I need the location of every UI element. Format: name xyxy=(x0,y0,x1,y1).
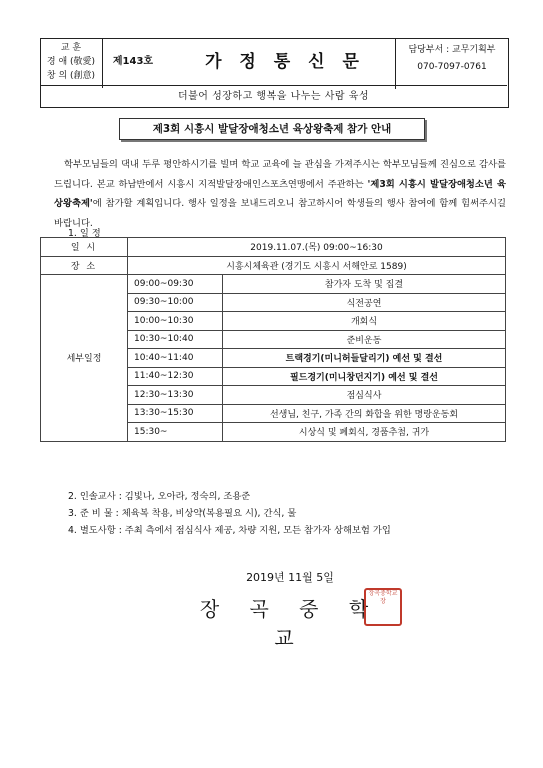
school-seal xyxy=(364,588,402,626)
school-motto xyxy=(40,38,103,88)
table-row xyxy=(41,275,506,294)
time-cell: 09:30~10:00 xyxy=(128,293,223,312)
section-heading: 1. 일 정 xyxy=(68,228,101,239)
place-value: 시흥시체육관 (경기도 시흥시 서해안로 1589) xyxy=(128,256,506,275)
phone: 070-7097-0761 xyxy=(417,62,487,72)
event-name: '제3회 시흥시 발달장애청소년 육상왕축제' xyxy=(54,178,506,209)
time-cell: 10:40~11:40 xyxy=(128,349,223,368)
time-cell: 15:30~ xyxy=(128,423,223,442)
event-cell: 점심식사 xyxy=(223,386,506,405)
event-cell: 식전공연 xyxy=(223,293,506,312)
seal-text: 장곡중학교장 xyxy=(368,590,398,605)
slogan: 더불어 성장하고 행복을 나누는 사람 육성 xyxy=(40,85,507,107)
event-cell: 참가자 도착 및 집결 xyxy=(223,275,506,294)
event-cell: 선생님, 친구, 가족 간의 화합을 위한 명랑운동회 xyxy=(223,404,506,423)
school-name: 장 곡 중 학 교 xyxy=(199,597,381,650)
motto-line: 창 의 (創意) xyxy=(46,71,96,81)
list-item: 4. 별도사항 : 주최 측에서 점심식사 제공, 차량 지원, 모든 참가자 상해보험 가입 xyxy=(68,525,391,536)
document-title: 제3회 시흥시 발달장애청소년 육상왕축제 참가 안내 xyxy=(119,118,425,140)
time-cell: 09:00~09:30 xyxy=(128,275,223,294)
event-cell: 준비운동 xyxy=(223,330,506,349)
place-label: 장 소 xyxy=(41,256,128,275)
intro-text: 에 참가할 계획입니다. 행사 일정을 보내드리오니 참고하시어 학생들의 행사 참여에 함께 힘써주시길 바랍니다. xyxy=(54,198,506,229)
time-cell: 10:00~10:30 xyxy=(128,312,223,331)
date-value: 2019.11.07.(목) 09:00~16:30 xyxy=(128,238,506,257)
event-cell: 필드경기(미니창던지기) 예선 및 결선 xyxy=(223,367,506,386)
time-cell: 13:30~15:30 xyxy=(128,404,223,423)
intro-text: 학부모님들의 댁내 두루 평안하시기를 빌며 학교 교육에 늘 관심을 가져주시는 학부모님들께 진심으로 감사를 드립니다. 본교 하남반에서 시흥시 지적발달장애인스포츠연맹에서 주관하는 xyxy=(54,159,506,190)
department: 담당부서 : 교무기획부 xyxy=(408,45,496,55)
event-cell: 개회식 xyxy=(223,312,506,331)
issue-number: 제143호 xyxy=(112,56,154,67)
event-cell: 트랙경기(미니허들달리기) 예선 및 결선 xyxy=(223,349,506,368)
motto-line: 교 훈 xyxy=(60,43,82,53)
issue-date: 2019년 11월 5일 xyxy=(246,571,334,584)
motto-line: 경 애 (敬愛) xyxy=(46,57,96,67)
detail-label: 세부일정 xyxy=(41,275,128,442)
date-label: 일 시 xyxy=(41,238,128,257)
schedule-table xyxy=(40,237,506,442)
event-cell: 시상식 및 폐회식, 경품추첨, 귀가 xyxy=(223,423,506,442)
intro-paragraph xyxy=(54,155,506,233)
list-item: 2. 인솔교사 : 김빛나, 오아라, 정숙의, 조용준 xyxy=(68,491,251,502)
time-cell: 10:30~10:40 xyxy=(128,330,223,349)
department-info xyxy=(395,38,508,89)
time-cell: 11:40~12:30 xyxy=(128,367,223,386)
newsletter-title: 가 정 통 신 문 xyxy=(205,52,365,72)
list-item: 3. 준 비 물 : 체육복 착용, 비상약(복용필요 시), 간식, 물 xyxy=(68,508,297,519)
time-cell: 12:30~13:30 xyxy=(128,386,223,405)
